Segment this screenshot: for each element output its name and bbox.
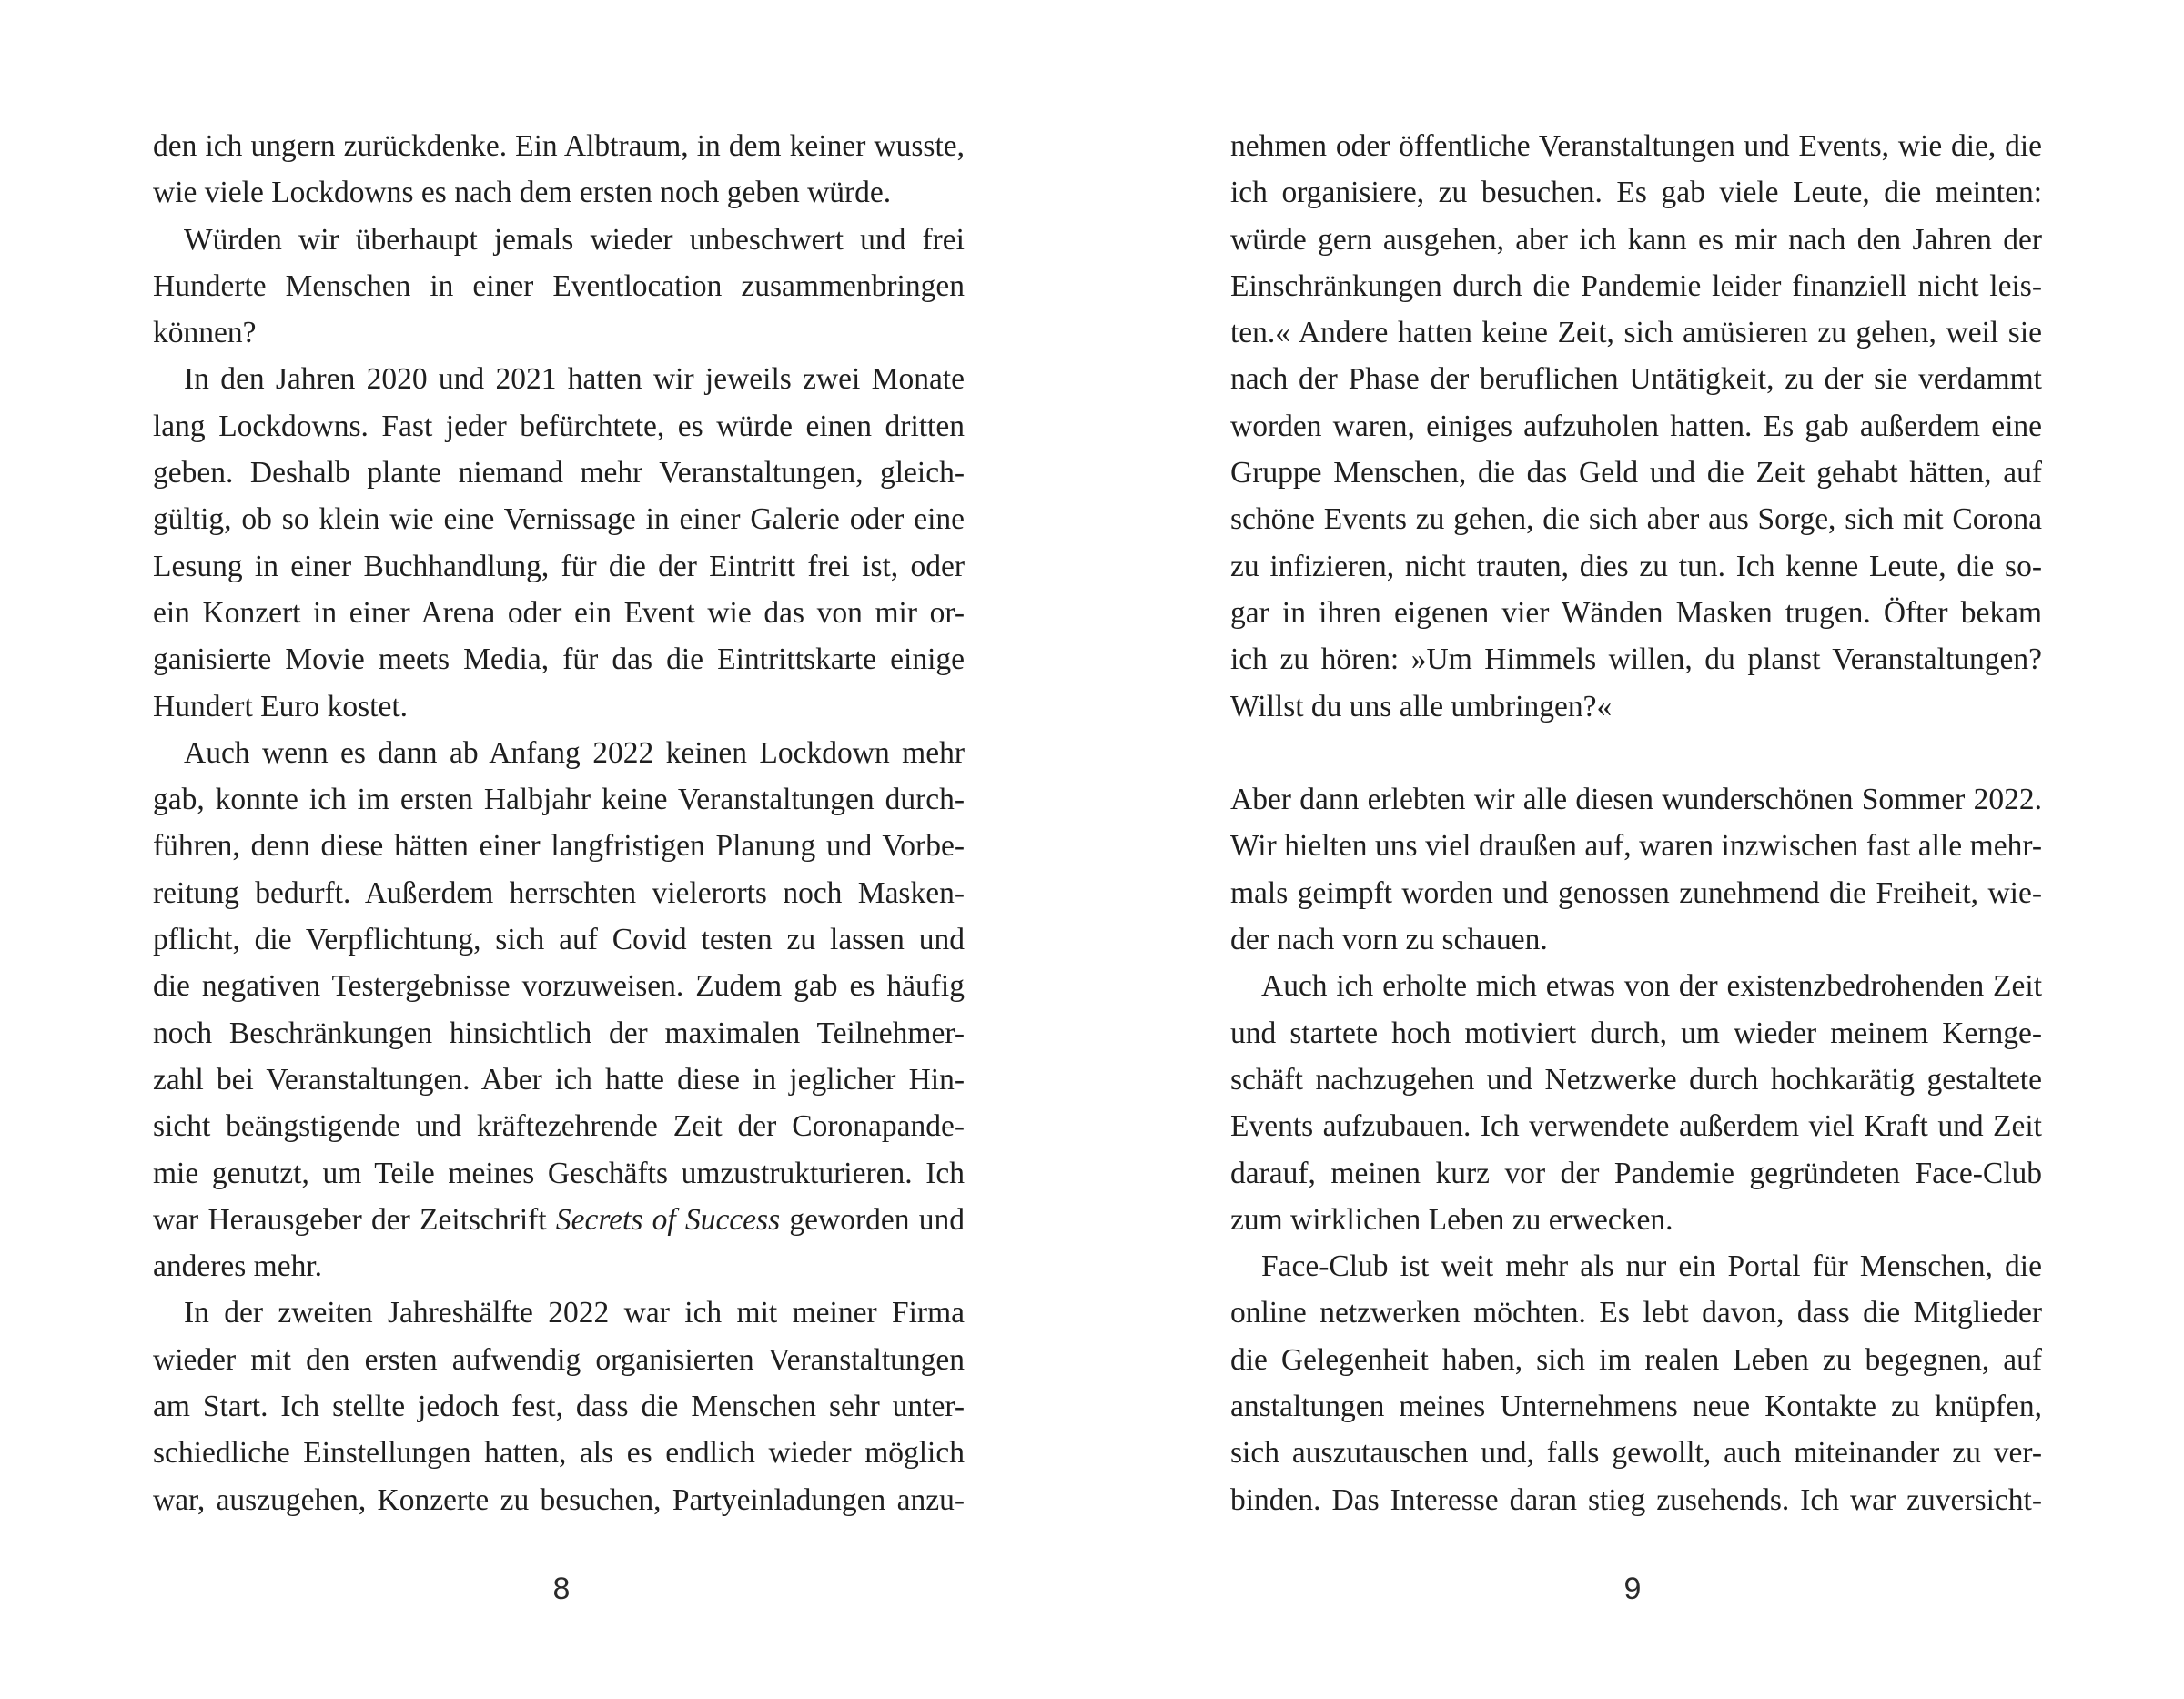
text-line: können? <box>153 316 257 350</box>
text-line: mie genutzt, um Teile meines Geschäfts umzustrukturieren. Ich <box>153 1156 965 1190</box>
text-line: noch Beschränkungen hinsichtlich der maximalen Teilnehmer- <box>153 1016 965 1050</box>
section-break <box>1230 730 2042 776</box>
text-line: ein Konzert in einer Arena oder ein Event wie das von mir or- <box>153 595 965 630</box>
text-line: Gruppe Menschen, die das Geld und die Zeit gehabt hätten, auf <box>1230 456 2042 490</box>
text-segment: war Herausgeber der Zeitschrift <box>153 1202 556 1237</box>
text-line: nehmen oder öffentliche Veranstaltungen und Events, wie die, die <box>1230 129 2042 163</box>
text-line: geben. Deshalb plante niemand mehr Veranstaltungen, gleich- <box>153 456 965 490</box>
text-line: gültig, ob so klein wie eine Vernissage in einer Galerie oder eine <box>153 502 965 537</box>
text-line: ich zu hören: »Um Himmels willen, du planst Veranstaltungen? <box>1230 642 2042 677</box>
text-line: ich organisiere, zu besuchen. Es gab viele Leute, die meinten: <box>1230 176 2042 210</box>
text-line: die negativen Testergebnisse vorzuweisen. Zudem gab es häufig <box>153 969 965 1004</box>
text-line: worden waren, einiges aufzuholen hatten. Es gab außerdem eine <box>1230 409 2042 443</box>
text-line: Einschränkungen durch die Pandemie leider finanziell nicht leis- <box>1230 268 2042 303</box>
text-line: Aber dann erlebten wir alle diesen wunderschönen Sommer 2022. <box>1230 783 2042 817</box>
text-line: Face-Club ist weit mehr als nur ein Portal für Menschen, die <box>1261 1249 2042 1284</box>
text-line: gar in ihren eigenen vier Wänden Masken trugen. Öfter bekam <box>1230 595 2042 630</box>
right-page <box>1092 0 2184 1699</box>
text-line: war, auszugehen, Konzerte zu besuchen, Partyeinladungen anzu- <box>153 1482 965 1517</box>
text-line: anstaltungen meines Unternehmens neue Kontakte zu knüpfen, <box>1230 1390 2042 1424</box>
page-number-left: 8 <box>552 1572 571 1606</box>
left-page-text <box>153 123 965 1523</box>
text-line: wieder mit den ersten aufwendig organisierten Veranstaltungen <box>153 1342 965 1377</box>
text-line: schäft nachzugehen und Netzwerke durch hochkarätig gestaltete <box>1230 1062 2042 1097</box>
text-line: am Start. Ich stellte jedoch fest, dass die Menschen sehr unter- <box>153 1390 965 1424</box>
text-line: sich auszutauschen und, falls gewollt, auch miteinander zu ver- <box>1230 1436 2042 1471</box>
text-line: Hunderte Menschen in einer Eventlocation zusammenbringen <box>153 268 965 303</box>
text-line: In den Jahren 2020 und 2021 hatten wir jeweils zwei Monate <box>184 362 965 397</box>
text-line: zum wirklichen Leben zu erwecken. <box>1230 1202 1673 1237</box>
text-line: Auch wenn es dann ab Anfang 2022 keinen Lockdown mehr <box>184 735 965 770</box>
text-line: schöne Events zu gehen, die sich aber aus Sorge, sich mit Corona <box>1230 502 2042 537</box>
text-line: darauf, meinen kurz vor der Pandemie gegründeten Face-Club <box>1230 1156 2042 1190</box>
text-line: binden. Das Interesse daran stieg zusehends. Ich war zuversicht- <box>1230 1482 2042 1517</box>
text-line: die Gelegenheit haben, sich im realen Leben zu begegnen, auf <box>1230 1342 2042 1377</box>
right-page-text <box>1230 123 2042 1523</box>
text-line: Wir hielten uns viel draußen auf, waren inzwischen fast alle mehr- <box>1230 829 2042 864</box>
text-line: pflicht, die Verpflichtung, sich auf Covid testen zu lassen und <box>153 923 965 957</box>
text-line: online netzwerken möchten. Es lebt davon, dass die Mitglieder <box>1230 1296 2042 1330</box>
text-line: gab, konnte ich im ersten Halbjahr keine Veranstaltungen durch- <box>153 783 965 817</box>
text-line: Würden wir überhaupt jemals wieder unbeschwert und frei <box>184 222 965 257</box>
text-line: zahl bei Veranstaltungen. Aber ich hatte diese in jeglicher Hin- <box>153 1062 965 1097</box>
text-line: führen, denn diese hätten einer langfristigen Planung und Vorbe- <box>153 829 965 864</box>
text-line: zu infizieren, nicht trauten, dies zu tun. Ich kenne Leute, die so- <box>1230 549 2042 583</box>
text-line: den ich ungern zurückdenke. Ein Albtraum, in dem keiner wusste, <box>153 129 965 163</box>
text-line: ganisierte Movie meets Media, für das die Eintrittskarte einige <box>153 642 965 677</box>
text-line: Hundert Euro kostet. <box>153 689 409 723</box>
text-line: und startete hoch motiviert durch, um wieder meinem Kernge- <box>1230 1016 2042 1050</box>
text-line: Auch ich erholte mich etwas von der existenzbedrohenden Zeit <box>1261 969 2042 1004</box>
text-line: schiedliche Einstellungen hatten, als es endlich wieder möglich <box>153 1436 965 1471</box>
text-line: würde gern ausgehen, aber ich kann es mir nach den Jahren der <box>1230 222 2042 257</box>
text-line: ten.« Andere hatten keine Zeit, sich amüsieren zu gehen, weil sie <box>1230 316 2042 350</box>
text-line: In der zweiten Jahreshälfte 2022 war ich mit meiner Firma <box>184 1296 965 1330</box>
magazine-title: Secrets of Success <box>555 1202 781 1237</box>
text-line: lang Lockdowns. Fast jeder befürchtete, es würde einen dritten <box>153 409 965 443</box>
text-line: reitung bedurft. Außerdem herrschten vielerorts noch Masken- <box>153 875 965 910</box>
text-line: Lesung in einer Buchhandlung, für die der Eintritt frei ist, oder <box>153 549 965 583</box>
text-line: sicht beängstigende und kräftezehrende Zeit der Coronapande- <box>153 1109 965 1144</box>
text-line: Events aufzubauen. Ich verwendete außerdem viel Kraft und Zeit <box>1230 1109 2042 1144</box>
text-line <box>153 1197 965 1243</box>
text-line: nach der Phase der beruflichen Untätigkeit, zu der sie verdammt <box>1230 362 2042 397</box>
text-line: der nach vorn zu schauen. <box>1230 923 1548 957</box>
text-line: anderes mehr. <box>153 1249 323 1284</box>
text-segment: geworden und <box>780 1202 965 1237</box>
text-line: mals geimpft worden und genossen zunehmend die Freiheit, wie- <box>1230 875 2042 910</box>
page-number-right: 9 <box>1623 1572 1642 1606</box>
text-line: wie viele Lockdowns es nach dem ersten noch geben würde. <box>153 176 892 210</box>
text-line: Willst du uns alle umbringen?« <box>1230 689 1613 723</box>
